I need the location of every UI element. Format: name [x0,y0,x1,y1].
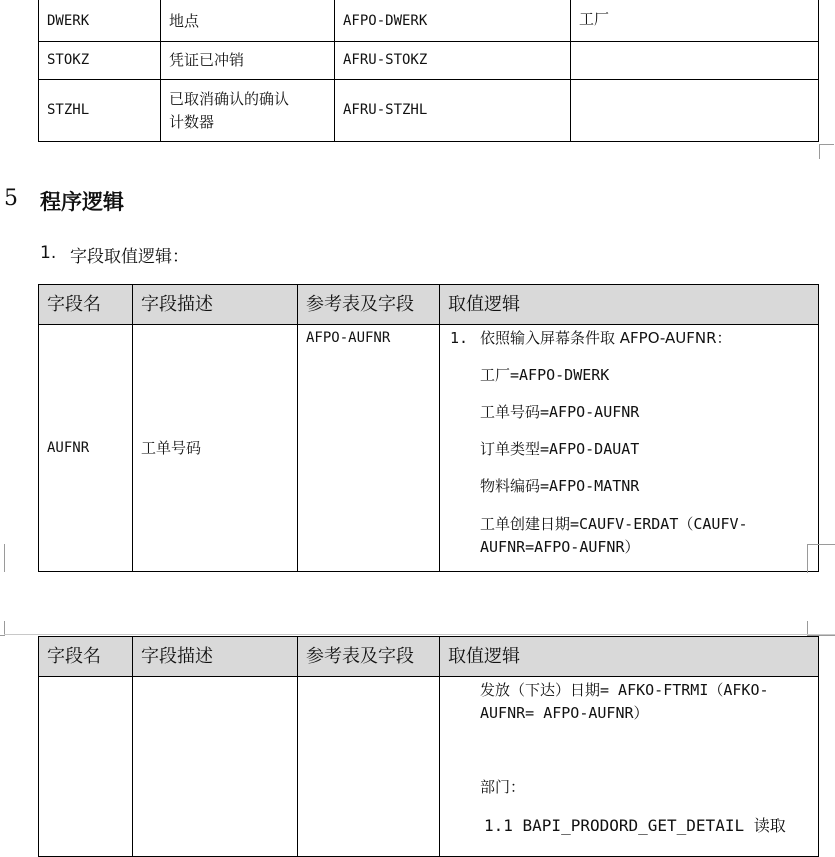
header-field-desc: 字段描述 [133,637,298,677]
logic-line: 工单创建日期=CAUFV-ERDAT（CAUFV- [480,515,748,533]
field-name-cell: STOKZ [39,42,161,80]
logic-line: 物料编码=AFPO-MATNR [480,477,640,495]
field-name-cell [39,677,133,857]
field-desc-cell [133,677,298,857]
table-row [39,0,819,42]
logic-line: 工单号码=AFPO-AUFNR [480,403,640,421]
page-corner-mark [819,144,834,159]
header-ref-field: 参考表及字段 [298,285,440,325]
page-edge-line [4,634,835,635]
logic-line: 工厂=AFPO-DWERK [480,366,610,384]
header-logic: 取值逻辑 [440,285,819,325]
note-cell [571,42,819,80]
field-name-cell: DWERK [39,0,161,42]
field-name-cell: STZHL [39,80,161,142]
table-header-row [39,637,819,677]
field-desc-line: 已取消确认的确认 [169,89,290,108]
page-corner-mark [807,544,835,573]
field-desc-cell: 凭证已冲销 [161,42,335,80]
logic-line: 订单类型=AFPO-DAUAT [480,440,640,458]
table-row [39,80,819,142]
note-cell [571,80,819,142]
field-desc-cell: 工单号码 [133,325,298,572]
field-desc-cell [161,80,335,142]
logic-item-text-content: 依照输入屏幕条件取 AFPO-AUFNR： [480,329,732,347]
logic-line: 部门： [480,778,526,796]
header-field-desc: 字段描述 [133,285,298,325]
header-ref-field: 参考表及字段 [298,637,440,677]
table-header-row [39,285,819,325]
section-number: 5 [4,186,18,211]
ref-field-cell: AFRU-STZHL [335,80,571,142]
logic-line: 1.1 BAPI_PRODORD_GET_DETAIL 读取 [484,816,786,835]
ref-field-cell: AFRU-STOKZ [335,42,571,80]
section-title: 程序逻辑 [40,190,124,214]
field-name-cell: AUFNR [39,325,133,572]
logic-item-number: 1. [450,329,469,347]
logic-line: AUFNR=AFPO-AUFNR） [480,538,640,556]
header-field-name: 字段名 [39,637,133,677]
top-field-table [38,0,819,142]
field-desc-cell: 地点 [161,0,335,42]
field-desc-line: 计数器 [169,112,215,131]
header-logic: 取值逻辑 [440,637,819,677]
list-item-number: 1. [40,243,57,263]
page-corner-mark [0,544,5,572]
table-row [39,42,819,80]
page-break-gap [0,573,835,631]
logic-item-text [480,327,732,350]
header-field-name: 字段名 [39,285,133,325]
note-cell: 工厂 [571,0,819,42]
ref-field-cell: AFPO-DWERK [335,0,571,42]
logic-line: 发放（下达）日期= AFKO-FTRMI（AFKO- [480,681,769,699]
ref-field-cell: AFPO-AUFNR [298,325,440,572]
ref-field-cell [298,677,440,857]
logic-line: AUFNR= AFPO-AUFNR） [480,704,649,722]
list-item-text: 字段取值逻辑： [70,247,189,267]
